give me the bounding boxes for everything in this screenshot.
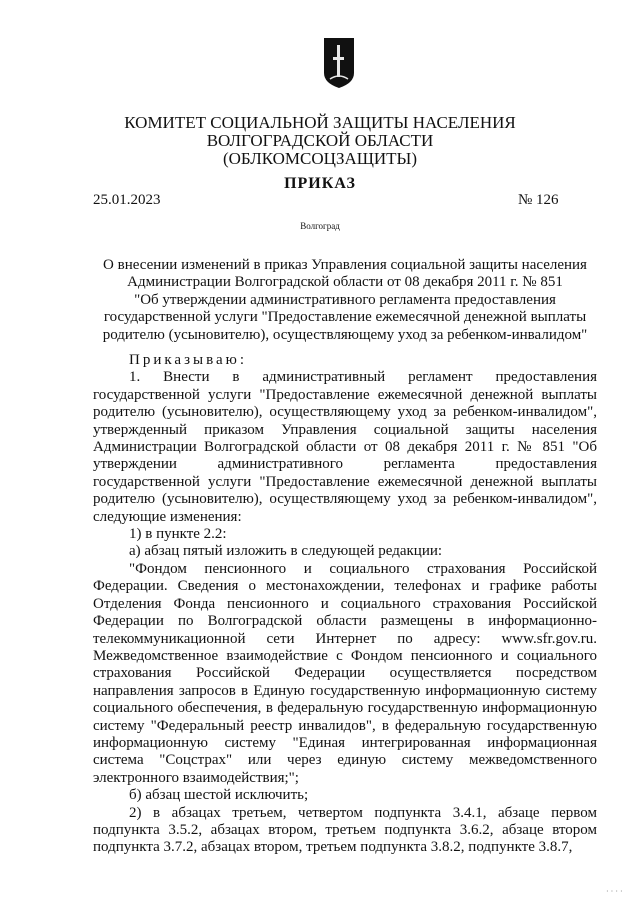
document-number: № 126 — [518, 192, 559, 208]
paragraph: б) абзац шестой исключить; — [129, 787, 309, 804]
paragraph: 1. Внести в административный регламент предоставления государственной услуги "Предоставление ежемесячной денежной выплаты родителю (усыновителю), осуществляющему уход за ребенком-инвалидом", утвержденный приказом Управления социальной защиты населения Администрации Волгоградской области от 08 декабря 2011 г. № 851 "Об утверждении административного регламента предоставления государственной услуги "Предоставление ежемесячной денежной выплаты родителю (усыновителю), осуществляющему уход за ребенком-инвалидом", следующие изменения: — [93, 369, 597, 525]
scan-dots: · · · · — [606, 887, 623, 896]
committee-name-line-2: ВОЛГОГРАДСКОЙ ОБЛАСТИ — [206, 131, 434, 150]
subject-line: родителю (усыновителю), осуществляющему уход за ребенком-инвалидом" — [102, 326, 588, 343]
subject-line: О внесении изменений в приказ Управления социальной защиты населения — [103, 257, 587, 273]
volgograd-emblem-icon — [323, 37, 355, 89]
order-word: Приказываю: — [129, 352, 247, 368]
paragraph: а) абзац пятый изложить в следующей редакции: — [129, 543, 443, 560]
document-type: ПРИКАЗ — [284, 175, 356, 192]
document-subject — [90, 257, 600, 344]
document-date: 25.01.2023 — [93, 192, 161, 208]
subject-line: "Об утверждении административного регламента предоставления — [134, 291, 556, 308]
document-city: Волгоград — [300, 221, 340, 231]
committee-name-line-1: КОМИТЕТ СОЦИАЛЬНОЙ ЗАЩИТЫ НАСЕЛЕНИЯ — [124, 113, 516, 132]
paragraph: "Фондом пенсионного и социального страхования Российской Федерации. Сведения о местонахождении, телефонах и графике работы Отделения Фонда пенсионного и социального страхования Российской Федерации по Волгоградской области размещены в информационно-телекоммуникационной сети Интернет по адресу: www.sfr.gov.ru. Межведомственное взаимодействие с Фондом пенсионного и социального страхования Российской Федерации осуществляется посредством направления запросов в Единую государственную информационную систему социального обеспечения, в федеральную государственную информационную систему "Федеральный реестр инвалидов", в федеральную государственную информационную систему "Единая интегрированная информационная система "Соцстрах" или через единую систему межведомственного электронного взаимодействия;"; — [93, 560, 597, 786]
subject-line: Администрации Волгоградской области от 08 декабря 2011 г. № 851 — [127, 274, 563, 291]
paragraph: 2) в абзацах третьем, четвертом подпункта 3.4.1, абзаце первом подпункта 3.5.2, абзацах втором, третьем подпункта 3.6.2, абзаце втором подпункта 3.7.2, абзацах втором, третьем подпункта 3.8.2, подпункте 3.8.7, — [93, 804, 597, 856]
document-body — [93, 352, 597, 857]
subject-line: государственной услуги "Предоставление ежемесячной денежной выплаты — [103, 309, 587, 326]
paragraph: 1) в пункте 2.2: — [129, 526, 227, 543]
committee-abbreviation: (ОБЛКОМСОЦЗАЩИТЫ) — [222, 149, 418, 168]
